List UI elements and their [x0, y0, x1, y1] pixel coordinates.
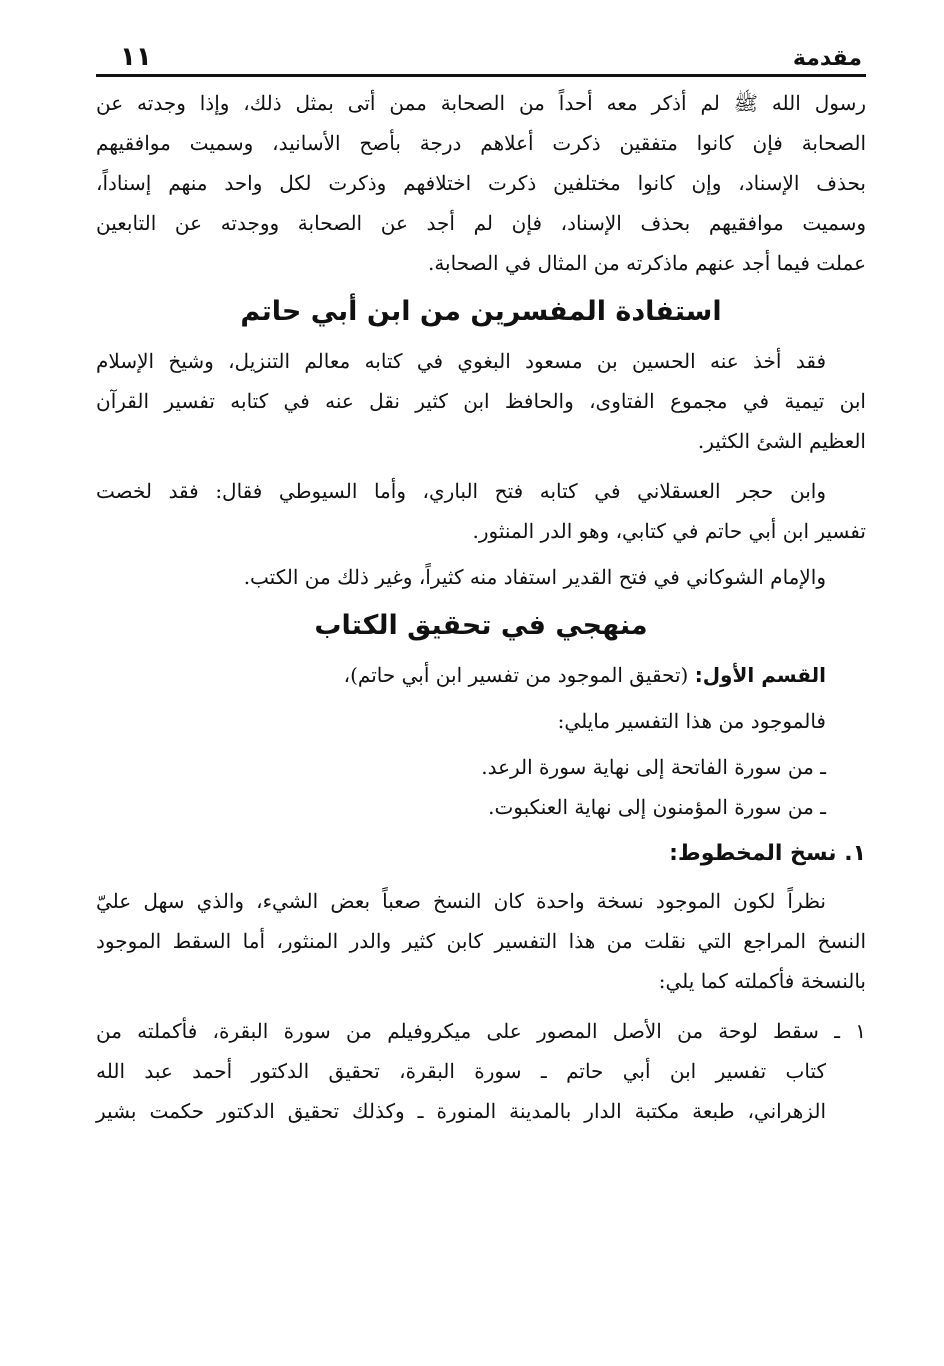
text-line: ١ ـ سقط لوحة من الأصل المصور على ميكروفيلم من سورة البقرة، فأكملته من: [96, 1019, 866, 1043]
section-heading-commentators: استفادة المفسرين من ابن أبي حاتم: [240, 296, 722, 327]
text-line: نظراً لكون الموجود نسخة واحدة كان النسخ صعباً بعض الشيء، والذي سهل عليّ: [96, 889, 826, 913]
part-one-text: (تحقيق الموجود من تفسير ابن أبي حاتم)،: [343, 663, 689, 687]
commentators-paragraph-3: [96, 557, 866, 597]
text-line: تفسير ابن أبي حاتم في كتابي، وهو الدر المنثور.: [472, 519, 866, 543]
text-line: وسميت موافقيهم بحذف الإسناد، فإن لم أجد عن الصحابة ووجدته عن التابعين: [96, 211, 866, 235]
list-item: ـ من سورة الفاتحة إلى نهاية سورة الرعد.: [481, 755, 826, 779]
intro-paragraph: [96, 83, 866, 283]
section-heading-methodology: منهجي في تحقيق الكتاب: [314, 610, 648, 641]
copies-paragraph: [96, 881, 866, 1001]
text-line: والإمام الشوكاني في فتح القدير استفاد منه كثيراً، وغير ذلك من الكتب.: [243, 565, 826, 589]
book-page: [96, 40, 866, 1340]
part-one-line: [96, 655, 866, 695]
text-line: النسخ المراجع التي نقلت من هذا التفسير كابن كثير والدر المنثور، أما السقط الموجود: [96, 929, 866, 953]
commentators-paragraph-2: [96, 471, 866, 551]
text-line: رسول الله ﷺ لم أذكر معه أحداً من الصحابة ممن أتى بمثل ذلك، وإذا وجدته عن: [96, 91, 866, 115]
text-line: الصحابة فإن كانوا متفقين ذكرت أعلاهم درجة بأصح الأسانيد، وسميت موافقيهم: [96, 131, 866, 155]
missing-paragraph: [96, 1011, 866, 1131]
text-line: بالنسخة فأكملته كما يلي:: [658, 969, 866, 993]
part-one: [96, 655, 866, 695]
part-one-label: القسم الأول:: [694, 663, 826, 687]
page-number: ١١: [120, 42, 152, 72]
text-line: ابن تيمية في مجموع الفتاوى، والحافظ ابن كثير نقل عنه في كتابه تفسير القرآن: [96, 389, 866, 413]
list-item: ـ من سورة المؤمنون إلى نهاية العنكبوت.: [488, 795, 826, 819]
text-line: وابن حجر العسقلاني في كتابه فتح الباري، وأما السيوطي فقال: فقد لخصت: [96, 479, 826, 503]
text-line: فالموجود من هذا التفسير مايلي:: [557, 709, 826, 733]
running-title: مقدمة: [792, 46, 862, 71]
existing-list: [96, 747, 866, 827]
manuscript-subheading: ١. نسخ المخطوط:: [669, 841, 866, 866]
text-line: بحذف الإسناد، وإن كانوا مختلفين ذكرت اختلافهم وذكرت لكل واحد منهم إسناداً،: [96, 171, 866, 195]
commentators-paragraph-1: [96, 341, 866, 461]
existing-intro: [96, 701, 866, 741]
text-line: كتاب تفسير ابن أبي حاتم ـ سورة البقرة، تحقيق الدكتور أحمد عبد الله: [96, 1059, 826, 1083]
text-line: عملت فيما أجد عنهم ماذكرته من المثال في الصحابة.: [427, 251, 866, 275]
text-line: فقد أخذ عنه الحسين بن مسعود البغوي في كتابه معالم التنزيل، وشيخ الإسلام: [96, 349, 826, 373]
page-header: [96, 40, 866, 77]
text-line: الزهراني، طبعة مكتبة الدار بالمدينة المنورة ـ وكذلك تحقيق الدكتور حكمت بشير: [96, 1099, 826, 1123]
text-line: العظيم الشئ الكثير.: [697, 429, 866, 453]
